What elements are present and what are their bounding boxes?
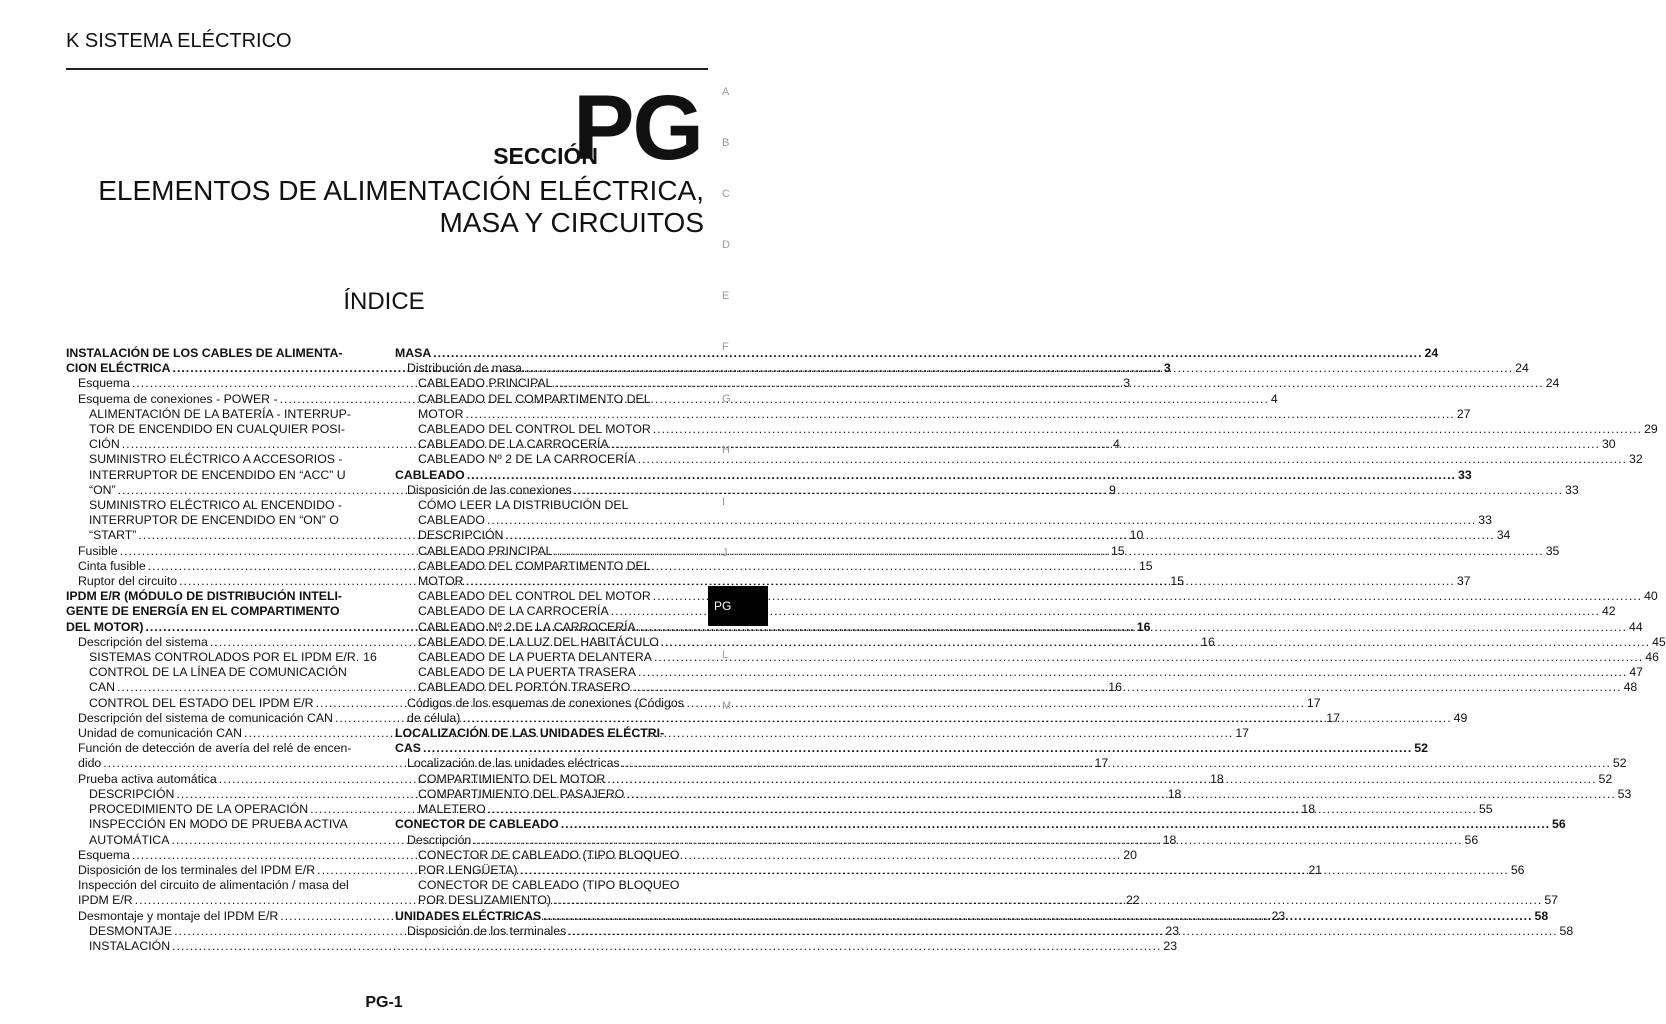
section-label: SECCIÓN xyxy=(493,143,598,169)
toc-entry-text: Función de detección de avería del relé de encen- xyxy=(78,741,352,756)
toc-entry-text: Descripción del sistema xyxy=(78,634,208,649)
toc-entry-text: Esquema xyxy=(78,847,130,862)
toc-entry-text: CONTROL DE LA LÍNEA DE COMUNICACIÓN xyxy=(89,665,347,680)
toc-entry-text: “ON” xyxy=(89,482,116,497)
toc-leader-dots xyxy=(554,544,1543,559)
toc-page-number: 4 xyxy=(1270,391,1278,406)
side-index-letter[interactable]: F xyxy=(722,341,729,353)
toc-entry[interactable] xyxy=(66,346,374,361)
toc-page-number: 27 xyxy=(1456,406,1471,421)
toc-leader-dots xyxy=(505,528,1494,543)
toc-entry-text: Descripción xyxy=(407,832,472,847)
toc-page-number: 55 xyxy=(1478,802,1493,817)
toc-page-number: 42 xyxy=(1601,604,1616,619)
toc-page-number: 18 xyxy=(1167,786,1182,801)
toc-entry[interactable] xyxy=(395,559,701,574)
toc-page-number: 47 xyxy=(1629,665,1643,680)
toc-entry-text: de célula) xyxy=(407,710,461,725)
toc-entry[interactable] xyxy=(395,498,701,513)
toc-page-number: 15 xyxy=(1110,543,1125,558)
toc-entry-text: Unidad de comunicación CAN xyxy=(78,726,243,741)
toc-leader-dots xyxy=(622,756,1611,771)
toc-page-number: 56 xyxy=(1464,832,1479,847)
toc-entry[interactable] xyxy=(395,741,1428,756)
toc-leader-dots xyxy=(467,468,1456,483)
toc-entry-text: Disposición de las conexiones xyxy=(407,482,572,497)
toc-entry-text: CABLEADO DEL COMPARTIMENTO DEL xyxy=(418,391,651,406)
toc-entry[interactable] xyxy=(66,513,374,528)
toc-entry-text: MASA xyxy=(395,346,432,360)
toc-entry-text: Distribución de masa xyxy=(407,361,522,376)
toc-leader-dots xyxy=(466,574,1455,589)
toc-entry[interactable] xyxy=(395,422,1658,437)
toc-entry[interactable] xyxy=(395,726,701,741)
toc-entry-text: CABLEADO Nº 2 DE LA CARROCERÍA xyxy=(418,452,636,467)
side-index-letter[interactable]: B xyxy=(722,137,730,149)
toc-entry-text: SUMINISTRO ELÉCTRICO A ACCESORIOS - xyxy=(89,452,343,467)
toc-entry-text: CABLEADO PRINCIPAL xyxy=(418,543,553,558)
toc-page-number: 10 xyxy=(1129,528,1144,543)
toc-leader-dots xyxy=(626,787,1615,802)
toc-entry-text: IPDM E/R (MÓDULO DE DISTRIBUCIÓN INTELI- xyxy=(66,589,342,604)
toc-entry-text: INSTALACIÓN DE LOS CABLES DE ALIMENTA- xyxy=(66,346,343,360)
toc-entry[interactable] xyxy=(66,817,374,832)
toc-entry-text: ALIMENTACIÓN DE LA BATERÍA - INTERRUP- xyxy=(89,406,351,421)
toc-page-number: 23 xyxy=(1165,923,1180,938)
toc-entry-text: CONECTOR DE CABLEADO (TIPO BLOQUEO xyxy=(418,847,680,862)
toc-leader-dots xyxy=(423,741,1412,756)
toc-entry-text: GENTE DE ENERGÍA EN EL COMPARTIMENTO xyxy=(66,604,340,619)
toc-entry-text: POR DESLIZAMIENTO) xyxy=(418,893,552,908)
toc-entry[interactable] xyxy=(66,741,374,756)
toc-entry-text: CABLEADO DE LA PUERTA DELANTERA xyxy=(418,650,652,665)
toc-entry[interactable] xyxy=(395,848,701,863)
toc-leader-dots xyxy=(462,711,1451,726)
toc-entry[interactable] xyxy=(66,604,374,619)
toc-leader-dots xyxy=(488,802,1477,817)
section-tab-pg[interactable]: PG xyxy=(708,586,768,626)
toc-leader-dots xyxy=(473,833,1462,848)
toc-page-number: 52 xyxy=(1612,756,1627,771)
toc-entry-text: CABLEADO DEL CONTROL DEL MOTOR xyxy=(418,422,651,437)
toc-leader-dots xyxy=(433,346,1422,361)
toc-page-number: 22 xyxy=(1125,893,1140,908)
toc-page-number: 52 xyxy=(1598,771,1613,786)
side-index-letter[interactable]: E xyxy=(722,290,730,302)
toc-page-number: 32 xyxy=(1629,452,1643,467)
toc-entry-text: CABLEADO DEL COMPARTIMENTO DEL xyxy=(418,558,651,573)
toc-leader-dots xyxy=(524,361,1513,376)
toc-entry-text: Esquema xyxy=(78,376,130,391)
toc-entry-text: Fusible xyxy=(78,543,118,558)
toc-entry[interactable] xyxy=(395,452,1643,467)
title-line-2: MASA Y CIRCUITOS xyxy=(439,207,704,238)
toc-entry[interactable] xyxy=(395,665,1643,680)
toc-leader-dots xyxy=(653,422,1642,437)
side-index-letter[interactable]: L xyxy=(722,649,729,661)
toc-leader-dots xyxy=(520,863,1509,878)
toc-entry[interactable] xyxy=(395,437,1616,452)
toc-page-number: 16 xyxy=(1108,680,1122,695)
toc-page-number: 17 xyxy=(1235,726,1250,741)
toc-entry-text: Desmontaje y montaje del IPDM E/R xyxy=(78,908,279,923)
toc-leader-dots xyxy=(543,909,1532,924)
toc-leader-dots xyxy=(653,589,1642,604)
toc-page-number: 15 xyxy=(1138,558,1153,573)
toc-entry[interactable] xyxy=(395,650,1659,665)
toc-page-number: 21 xyxy=(1308,862,1323,877)
toc-entry-text: INTERRUPTOR DE ENCENDIDO EN “ACC” U xyxy=(89,467,346,482)
toc-entry-text: Descripción del sistema de comunicación CAN xyxy=(78,710,333,725)
toc-entry[interactable] xyxy=(395,878,701,893)
header-rule xyxy=(66,68,708,70)
toc-entry-text: CABLEADO DE LA PUERTA TRASERA xyxy=(418,665,637,680)
toc-leader-dots xyxy=(244,726,1233,741)
toc-entry-text: LOCALIZACIÓN DE LAS UNIDADES ELÉCTRI- xyxy=(395,726,665,741)
toc-entry[interactable] xyxy=(66,422,374,437)
toc-entry-text: Esquema de conexiones - POWER - xyxy=(78,391,278,406)
toc-page-number: 44 xyxy=(1629,619,1643,634)
toc-page-number: 52 xyxy=(1414,741,1428,756)
side-index-letter[interactable]: D xyxy=(722,239,730,251)
toc-entry[interactable] xyxy=(395,406,1471,422)
toc-entry-text: MALETERO xyxy=(418,802,486,817)
toc-leader-dots xyxy=(172,939,1161,954)
toc-entry-text: IPDM E/R xyxy=(78,893,133,908)
toc-page-number: 58 xyxy=(1559,923,1574,938)
toc-page-number: 48 xyxy=(1623,680,1638,695)
toc-leader-dots xyxy=(661,635,1650,650)
toc-entry-text: CONECTOR DE CABLEADO xyxy=(395,817,559,832)
toc-page-number: 17 xyxy=(1306,695,1321,710)
toc-entry[interactable] xyxy=(395,346,1439,361)
toc-page-number: 49 xyxy=(1453,710,1468,725)
toc-entry-text: dido xyxy=(78,756,102,771)
toc-page-number: 16 xyxy=(1201,634,1215,649)
toc-page-number: 24 xyxy=(1545,376,1560,391)
toc-leader-dots xyxy=(561,817,1550,832)
toc-page-number: 30 xyxy=(1601,437,1616,452)
toc-leader-dots xyxy=(611,437,1600,452)
toc-page-number: 18 xyxy=(1210,771,1224,786)
side-index-letter[interactable]: J xyxy=(722,547,728,559)
toc-entry-text: INTERRUPTOR DE ENCENDIDO EN “ON” O xyxy=(89,513,339,528)
toc-page-number: 24 xyxy=(1515,361,1529,376)
toc-page-number: 46 xyxy=(1645,650,1659,665)
page-number: PG-1 xyxy=(365,994,403,1011)
toc-entry-text: Cinta fusible xyxy=(78,558,146,573)
toc-leader-dots xyxy=(638,665,1627,680)
toc-entry-text: CABLEADO DE LA CARROCERÍA xyxy=(418,604,609,619)
toc-entry[interactable] xyxy=(395,392,701,407)
toc-page-number: 56 xyxy=(1510,862,1525,877)
toc-leader-dots xyxy=(553,893,1542,908)
title-line-1: ELEMENTOS DE ALIMENTACIÓN ELÉCTRICA, xyxy=(98,175,704,206)
side-index-letter[interactable]: A xyxy=(722,86,730,98)
toc-page-number: 15 xyxy=(1170,574,1185,589)
toc-entry[interactable] xyxy=(395,589,1658,604)
toc-leader-dots xyxy=(654,650,1643,665)
toc-entry[interactable] xyxy=(395,696,701,711)
document-title xyxy=(84,175,704,239)
toc-page-number: 17 xyxy=(1094,756,1109,771)
toc-entry-text: Disposición de los terminales del IPDM E/R xyxy=(78,862,316,877)
toc-entry-text: INSTALACIÓN xyxy=(89,938,171,953)
toc-leader-dots xyxy=(466,407,1455,422)
toc-entry-text: SUMINISTRO ELÉCTRICO AL ENCENDIDO - xyxy=(89,498,343,513)
toc-entry-text: MOTOR xyxy=(418,574,464,589)
toc-page-number: 24 xyxy=(1424,346,1439,360)
toc-page-number: 3 xyxy=(1163,361,1171,376)
toc-entry-text: CÓMO LEER LA DISTRIBUCIÓN DEL xyxy=(418,498,629,513)
toc-page-number: 29 xyxy=(1644,422,1658,437)
toc-page-number: 16 xyxy=(363,650,377,665)
toc-entry-text: INSPECCIÓN EN MODO DE PRUEBA ACTIVA xyxy=(89,817,348,832)
toc-leader-dots xyxy=(554,376,1543,391)
toc-leader-dots xyxy=(632,680,1621,695)
toc-entry[interactable] xyxy=(395,482,1579,498)
toc-page-number: 37 xyxy=(1456,574,1471,589)
toc-entry-text: COMPARTIMIENTO DEL MOTOR xyxy=(418,771,606,786)
toc-entry[interactable] xyxy=(66,407,374,422)
toc-page-number: 40 xyxy=(1644,589,1658,604)
side-index-letter[interactable]: M xyxy=(722,700,732,712)
toc-leader-dots xyxy=(607,772,1596,787)
toc-page-number: 35 xyxy=(1545,543,1560,558)
toc-entry-text: Localización de las unidades eléctricas xyxy=(407,756,620,771)
toc-entry-text: “START” xyxy=(89,528,137,543)
toc-entry-text: SISTEMAS CONTROLADOS POR EL IPDM E/R. xyxy=(89,650,360,665)
toc-entry-text: POR LENGÜETA) xyxy=(418,862,518,877)
toc-page-number: 57 xyxy=(1544,893,1558,908)
toc-entry[interactable] xyxy=(66,498,374,513)
toc-page-number: 23 xyxy=(1163,938,1178,953)
toc-leader-dots xyxy=(487,513,1476,528)
toc-entry-text: UNIDADES ELÉCTRICAS xyxy=(395,908,542,923)
toc-entry[interactable] xyxy=(395,513,1492,528)
toc-entry-text: CONTROL DEL ESTADO DEL IPDM E/R xyxy=(89,695,314,710)
toc-page-number: 9 xyxy=(1108,482,1116,497)
toc-entry-text: DEL MOTOR) xyxy=(66,619,144,634)
toc-page-number: 34 xyxy=(1496,528,1511,543)
toc-entry-text: CAS xyxy=(395,741,421,756)
toc-entry-text: CABLEADO DE LA CARROCERÍA xyxy=(418,437,609,452)
side-index-letter[interactable]: I xyxy=(722,496,726,508)
toc-entry-text: CABLEADO DEL CONTROL DEL MOTOR xyxy=(418,589,651,604)
toc-page-number: 16 xyxy=(1136,619,1151,634)
toc-page-number: 56 xyxy=(1552,817,1566,832)
toc-entry-text: Inspección del circuito de alimentación / masa del xyxy=(78,878,349,893)
toc-leader-dots xyxy=(638,452,1627,467)
toc-entry-text: CIÓN xyxy=(89,437,120,452)
toc-page-number: 33 xyxy=(1457,467,1472,482)
toc-entry-text: MOTOR xyxy=(418,406,464,421)
toc-entry-text: Códigos de los esquemas de conexiones (Códigos xyxy=(407,695,684,710)
toc-entry-text: DESCRIPCIÓN xyxy=(89,786,175,801)
toc-leader-dots xyxy=(568,924,1557,939)
toc-entry-text: Disposición de los terminales xyxy=(407,923,567,938)
toc-entry-text: TOR DE ENCENDIDO EN CUALQUIER POSI- xyxy=(89,422,345,437)
index-title: ÍNDICE xyxy=(343,288,425,315)
toc-entry[interactable] xyxy=(66,650,377,665)
toc-page-number: 33 xyxy=(1565,482,1579,497)
toc-entry-text: CONECTOR DE CABLEADO (TIPO BLOQUEO xyxy=(418,878,680,893)
toc-entry-text: CABLEADO PRINCIPAL xyxy=(418,376,553,391)
toc-entry[interactable] xyxy=(395,376,1560,391)
toc-entry-text: COMPARTIMIENTO DEL PASAJERO xyxy=(418,786,625,801)
toc-entry-text: CABLEADO xyxy=(418,513,485,528)
side-index-letter[interactable]: C xyxy=(722,188,730,200)
toc-page-number: 3 xyxy=(1123,376,1131,391)
toc-entry-text: CABLEADO Nº 2 DE LA CARROCERÍA xyxy=(418,619,636,634)
toc-page-number: 17 xyxy=(1326,710,1340,725)
toc-entry[interactable] xyxy=(66,468,374,483)
toc-page-number: 18 xyxy=(1162,832,1177,847)
toc-page-number: 33 xyxy=(1478,513,1492,528)
toc-leader-dots xyxy=(638,620,1627,635)
toc-entry[interactable] xyxy=(66,452,374,467)
running-header: K SISTEMA ELÉCTRICO xyxy=(66,30,292,52)
toc-page-number: 45 xyxy=(1652,634,1666,649)
toc-entry-text: Ruptor del circuito xyxy=(78,574,178,589)
toc-entry-text: CABLEADO DEL PORTÓN TRASERO xyxy=(418,680,631,695)
toc-entry-text: PROCEDIMIENTO DE LA OPERACIÓN xyxy=(89,802,309,817)
toc-page-number: 18 xyxy=(1301,802,1316,817)
toc-entry[interactable] xyxy=(66,665,374,680)
side-index-letter[interactable]: H xyxy=(722,444,730,456)
toc-entry-text: DESCRIPCIÓN xyxy=(418,528,504,543)
toc-page-number: 20 xyxy=(1123,847,1137,862)
toc-entry[interactable] xyxy=(66,589,374,604)
toc-page-number: 23 xyxy=(1271,908,1286,923)
toc-entry-text: CAN xyxy=(89,680,115,695)
toc-entry-text: Prueba activa automática xyxy=(78,771,217,786)
toc-page-number: 4 xyxy=(1113,437,1120,452)
toc-entry[interactable] xyxy=(395,467,1472,483)
section-code: PG xyxy=(573,77,702,179)
side-index-letter[interactable]: G xyxy=(722,393,731,405)
toc-page-number: 53 xyxy=(1617,786,1632,801)
toc-entry-text: CABLEADO DE LA LUZ DEL HABITÁCULO xyxy=(418,634,659,649)
toc-entry-text: CION ELÉCTRICA xyxy=(66,361,171,376)
toc-page-number: 58 xyxy=(1534,908,1549,923)
toc-entry-text: DESMONTAJE xyxy=(89,923,173,938)
toc-entry[interactable] xyxy=(66,938,1178,954)
toc-entry-text: AUTOMÁTICA xyxy=(89,832,170,847)
toc-entry[interactable] xyxy=(395,361,1529,376)
toc-entry[interactable] xyxy=(395,817,1566,832)
toc-entry[interactable] xyxy=(66,878,374,893)
toc-entry-text: CABLEADO xyxy=(395,467,465,482)
